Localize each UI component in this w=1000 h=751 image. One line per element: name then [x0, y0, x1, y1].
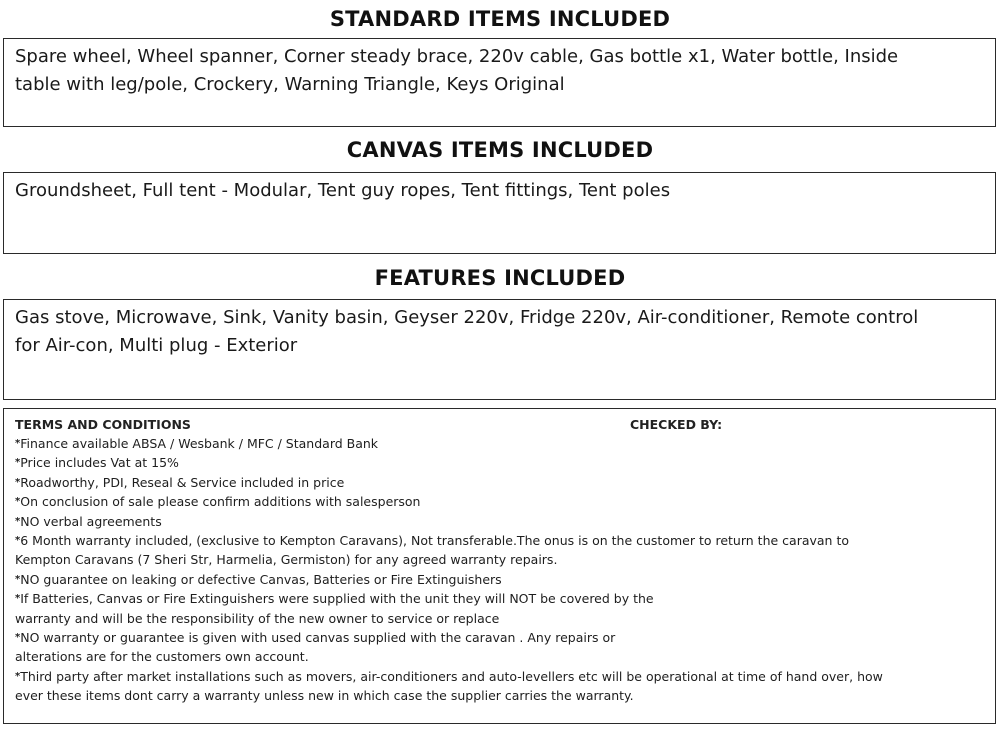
bullet-icon: * — [15, 457, 21, 469]
standard-items-text: Spare wheel, Wheel spanner, Corner steady brace, 220v cable, Gas bottle x1, Water bottle, Inside table with leg/pole, Crockery, Warning Triangle, Keys Original — [15, 46, 899, 95]
terms-list — [15, 434, 989, 706]
terms-item: *Finance available ABSA / Wesbank / MFC / Standard Bank — [15, 436, 379, 451]
terms-item: *Third party after market installations such as movers, air-conditioners and auto-levellers etc will be operational at time of hand over, how ever these items dont carry a warranty unless new in which case the supplier carries the warranty. — [15, 668, 883, 704]
bullet-icon: * — [15, 573, 21, 585]
standard-items-box — [3, 38, 996, 127]
bullet-icon: * — [15, 438, 21, 449]
bullet-icon: * — [15, 632, 21, 644]
features-box — [3, 299, 996, 400]
canvas-items-box — [3, 172, 996, 254]
bullet-icon: * — [15, 535, 21, 547]
features-text: Gas stove, Microwave, Sink, Vanity basin, Geyser 220v, Fridge 220v, Air-conditioner, Remote control for Air-con, Multi plug - Exterior — [15, 307, 919, 356]
terms-item: *Price includes Vat at 15% — [15, 455, 179, 471]
terms-item: *NO guarantee on leaking or defective Canvas, Batteries or Fire Extinguishers — [15, 571, 502, 587]
canvas-items-heading: CANVAS ITEMS INCLUDED — [346, 138, 654, 162]
bullet-icon: * — [15, 496, 21, 508]
terms-item: *6 Month warranty included, (exclusive to Kempton Caravans), Not transferable.The onus is on the customer to return the caravan to Kempton Caravans (7 Sheri Str, Harmelia, Germiston) for any agreed warranty repairs. — [15, 533, 849, 568]
terms-item: *If Batteries, Canvas or Fire Extinguishers were supplied with the unit they will NOT be covered by the warranty and will be the responsibility of the new owner to service or replace — [15, 591, 654, 626]
bullet-icon: * — [15, 515, 21, 527]
features-heading: FEATURES INCLUDED — [374, 266, 626, 290]
terms-item: *NO warranty or guarantee is given with used canvas supplied with the caravan . Any repairs or alterations are for the customers own account. — [15, 630, 616, 665]
terms-item: *Roadworthy, PDI, Reseal & Service included in price — [15, 474, 345, 490]
bullet-icon: * — [15, 476, 21, 488]
terms-title: TERMS AND CONDITIONS — [15, 417, 191, 432]
bullet-icon: * — [15, 593, 21, 605]
standard-items-heading: STANDARD ITEMS INCLUDED — [329, 7, 671, 31]
checked-by-label: CHECKED BY: — [630, 417, 723, 432]
terms-item: *On conclusion of sale please confirm additions with salesperson — [15, 494, 421, 510]
bullet-icon: * — [15, 670, 21, 682]
terms-item: *NO verbal agreements — [15, 513, 162, 529]
terms-box — [3, 408, 996, 724]
canvas-items-text: Groundsheet, Full tent - Modular, Tent guy ropes, Tent fittings, Tent poles — [15, 180, 671, 201]
